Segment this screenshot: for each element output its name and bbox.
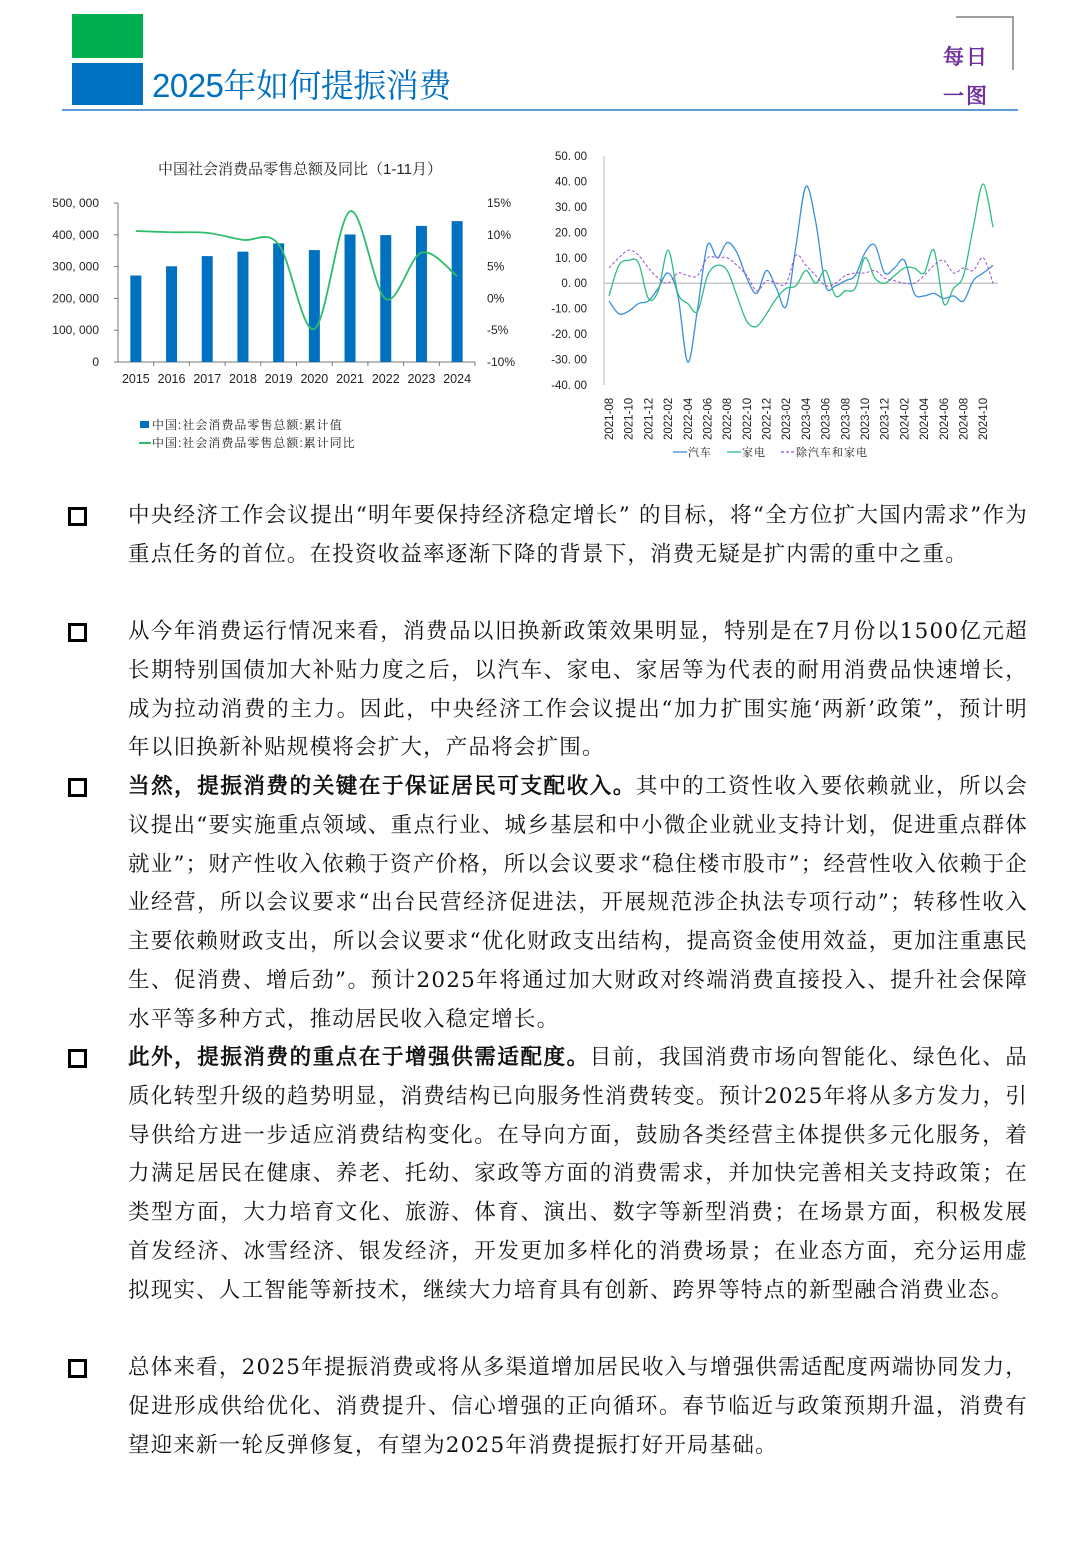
x-tick-label: 2022-10 xyxy=(741,397,754,440)
paragraph-4 xyxy=(68,1039,1028,1311)
x-tick-label: 2017 xyxy=(193,372,222,386)
x-tick-label: 2021-10 xyxy=(623,397,636,440)
legend-bar-swatch xyxy=(140,421,149,428)
bullet-square-icon xyxy=(68,623,87,642)
page-title: 2025年如何提振消费 xyxy=(152,67,451,104)
y-tick-label-left: 300, 000 xyxy=(52,259,99,274)
bar xyxy=(452,221,463,362)
y-tick-label: 20. 00 xyxy=(555,227,587,240)
x-tick-label: 2020 xyxy=(300,372,329,386)
x-tick-label: 2021-12 xyxy=(643,397,656,440)
paragraph-text: 其中的工资性收入要依赖就业，所以会议提出“要实施重点领域、重点行业、城乡基层和中小微企业就业支持计划，促进重点群体就业”；财产性收入依赖于资产价格，所以会议要求“稳住楼市股市”；经营性收入依赖于企业经营，所以会议要求“出台民营经济促进法，开展规范涉企执法专项行动”；转移性收入主要依赖财政支出，所以会议要求“优化财政支出结构，提高资金使用效益，更加注重惠民生、促消费、增后劲”。预计2025年将通过加大财政对终端消费直接投入、提升社会保障水平等多种方式，推动居民收入稳定增长。 xyxy=(128,774,1028,1032)
y-tick-label: -30. 00 xyxy=(551,354,587,367)
paragraph-1 xyxy=(68,497,1028,575)
x-tick-label: 2022-04 xyxy=(682,397,695,440)
y-tick-label: -20. 00 xyxy=(551,329,587,342)
x-tick-label: 2024-08 xyxy=(958,397,971,440)
y-tick-label: 0. 00 xyxy=(561,278,587,291)
paragraph-text: 从今年消费运行情况来看，消费品以旧换新政策效果明显，特别是在7月份以1500亿元超长期特别国债加大补贴力度之后，以汽车、家电、家居等为代表的耐用消费品快速增长，成为拉动消费的主力。因此，中央经济工作会议提出“加力扩围实施‘两新’政策”，预计明年以旧换新补贴规模将会扩大，产品将会扩围。 xyxy=(128,619,1028,761)
x-tick-label: 2023 xyxy=(407,372,436,386)
legend-bar-label: 中国:社会消费品零售总额:累计值 xyxy=(152,418,343,432)
paragraph-lead: 当然，提振消费的关键在于保证居民可支配收入。 xyxy=(128,774,636,799)
y-tick-label-left: 200, 000 xyxy=(52,291,99,306)
badge-line-1: 每日 xyxy=(943,45,989,69)
bar xyxy=(273,243,284,362)
chart-title: 中国社会消费品零售总额及同比（1-11月） xyxy=(158,161,442,178)
x-tick-label: 2022-12 xyxy=(761,397,774,440)
bullet-square-icon xyxy=(68,1359,87,1378)
charts-area xyxy=(0,0,1080,480)
paragraph-text: 目前，我国消费市场向智能化、绿色化、品质化转型升级的趋势明显，消费结构已向服务性消费转变。预计2025年将从多方发力，引导供给方进一步适应消费结构变化。在导向方面，鼓励各类经营主体提供多元化服务，着力满足居民在健康、养老、托幼、家政等方面的消费需求，并加快完善相关支持政策；在类型方面，大力培育文化、旅游、体育、演出、数字等新型消费；在场景方面，积极发展首发经济、冰雪经济、银发经济，开发更加多样化的消费场景；在业态方面，充分运用虚拟现实、人工智能等新技术，继续大力培育具有创新、跨界等特点的新型融合消费业态。 xyxy=(128,1045,1028,1303)
badge-line-2: 一图 xyxy=(943,84,989,108)
y-tick-label-right: 15% xyxy=(487,196,512,210)
y-tick-label: 10. 00 xyxy=(555,252,587,265)
y-tick-label-right: -10% xyxy=(487,355,516,369)
legend-label: 汽车 xyxy=(688,447,712,459)
x-tick-label: 2022-08 xyxy=(722,397,735,440)
x-tick-label: 2021-08 xyxy=(604,397,616,440)
legend-label: 家电 xyxy=(742,447,766,459)
bar xyxy=(130,276,141,362)
bullet-square-icon xyxy=(68,778,87,797)
x-tick-label: 2018 xyxy=(229,372,257,386)
x-tick-label: 2016 xyxy=(157,372,186,386)
series-line-2 xyxy=(609,184,993,327)
y-tick-label-right: 5% xyxy=(487,259,505,274)
y-tick-label: -40. 00 xyxy=(551,380,587,392)
x-tick-label: 2024 xyxy=(443,372,472,386)
legend-label: 除汽车和家电 xyxy=(796,447,868,459)
x-tick-label: 2024-06 xyxy=(938,397,951,440)
y-tick-label-left: 100, 000 xyxy=(52,323,99,338)
yoy-line xyxy=(136,211,457,329)
paragraph-lead: 此外，提振消费的重点在于增强供需适配度。 xyxy=(128,1045,590,1070)
y-tick-label: 50. 00 xyxy=(555,151,587,163)
bar xyxy=(345,234,356,362)
x-tick-label: 2022-06 xyxy=(702,397,715,440)
y-tick-label-left: 400, 000 xyxy=(52,227,99,242)
y-tick-label: 40. 00 xyxy=(555,176,587,189)
bar xyxy=(166,266,177,362)
x-tick-label: 2024-10 xyxy=(978,397,991,440)
y-tick-label-right: -5% xyxy=(487,323,509,338)
x-tick-label: 2022-02 xyxy=(663,397,676,440)
x-tick-label: 2019 xyxy=(264,372,293,386)
y-tick-label: -10. 00 xyxy=(551,303,587,316)
x-tick-label: 2015 xyxy=(121,372,150,386)
x-tick-label: 2023-06 xyxy=(820,397,833,440)
bullet-square-icon xyxy=(68,507,87,526)
y-tick-label-left: 0 xyxy=(92,355,99,369)
x-tick-label: 2024-04 xyxy=(919,397,932,440)
legend-line-label: 中国:社会消费品零售总额:累计同比 xyxy=(152,436,356,450)
y-tick-label: 30. 00 xyxy=(555,201,587,214)
series-line-1 xyxy=(609,186,993,362)
x-tick-label: 2024-02 xyxy=(899,397,912,440)
x-tick-label: 2021 xyxy=(336,372,364,386)
bar xyxy=(309,250,320,362)
x-tick-label: 2023-12 xyxy=(879,397,892,440)
x-tick-label: 2023-04 xyxy=(800,397,813,440)
paragraph-2 xyxy=(68,613,1028,768)
bar xyxy=(237,252,248,362)
bar xyxy=(416,226,427,362)
paragraph-5 xyxy=(68,1349,1028,1465)
paragraph-3 xyxy=(68,768,1028,1040)
bullet-square-icon xyxy=(68,1049,87,1068)
x-tick-label: 2023-10 xyxy=(860,397,872,440)
paragraph-text: 总体来看，2025年提振消费或将从多渠道增加居民收入与增强供需适配度两端协同发力，促进形成供给优化、消费提升、信心增强的正向循环。春节临近与政策预期升温，消费有望迎来新一轮反弹修复，有望为2025年消费提振打好开局基础。 xyxy=(128,1355,1028,1458)
y-tick-label-left: 500, 000 xyxy=(52,196,99,210)
y-tick-label-right: 0% xyxy=(487,291,505,306)
x-tick-label: 2022 xyxy=(371,372,400,386)
x-tick-label: 2023-08 xyxy=(840,397,853,440)
x-tick-label: 2023-02 xyxy=(781,397,794,440)
paragraph-text: 中央经济工作会议提出“明年要保持经济稳定增长” 的目标，将“全方位扩大国内需求”作为重点任务的首位。在投资收益率逐渐下降的背景下，消费无疑是扩内需的重中之重。 xyxy=(128,503,1028,567)
bar xyxy=(202,256,213,362)
y-tick-label-right: 10% xyxy=(487,227,512,242)
